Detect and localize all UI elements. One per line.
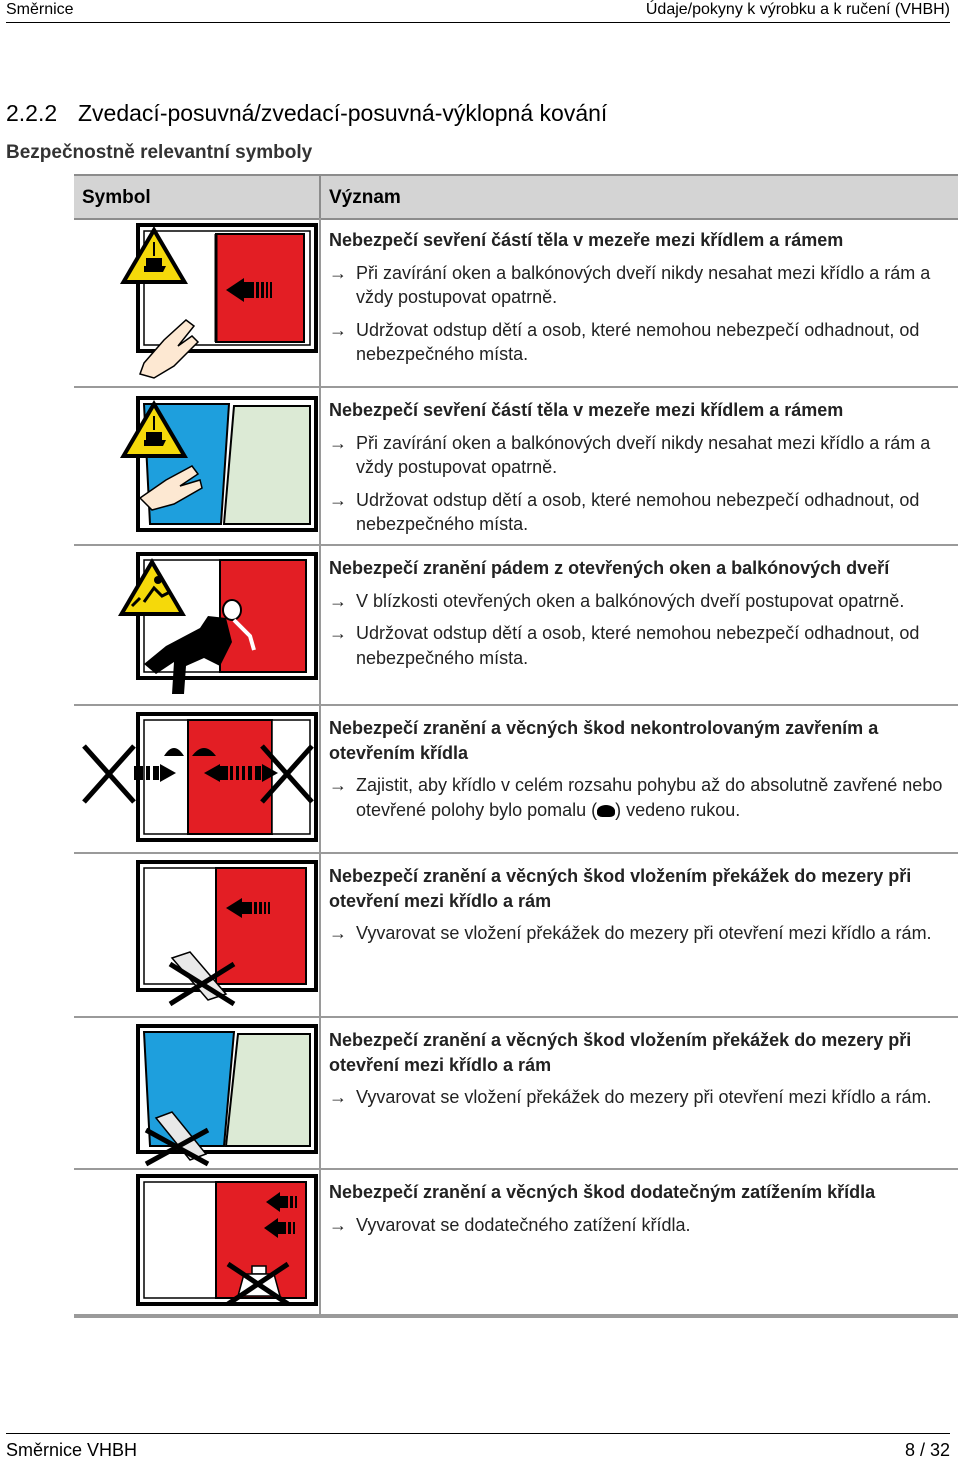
bullet: → Vyvarovat se vložení překážek do mezery při otevření mezi křídlo a rám. (329, 923, 932, 943)
bullet: → Vyvarovat se dodatečného zatížení křídla. (329, 1214, 691, 1235)
table-row (74, 218, 958, 388)
row-meaning (329, 1028, 951, 1110)
bullet: → V blízkosti otevřených oken a balkónových dveří postupovat opatrně. (329, 590, 905, 611)
bullet: → Vyvarovat se vložení překážek do mezery při otevření mezi křídlo a rám. (329, 1087, 932, 1107)
page-footer (6, 1433, 950, 1462)
row-meaning (329, 556, 951, 670)
additional-load-icon (74, 1170, 319, 1316)
col-meaning-header: Význam (329, 187, 401, 208)
table-row (74, 854, 958, 1018)
page-number: 8 / 32 (904, 1440, 950, 1460)
row-title: Nebezpečí zranění a věcných škod vložením překážek do mezery při otevření mezi křídlo a rám (329, 1030, 912, 1075)
pinch-hazard-slide-icon (74, 218, 319, 386)
section-subtitle: Bezpečnostně relevantní symboly (6, 142, 313, 163)
section-title: Zvedací-posuvná/zvedací-posuvná-výklopná kování (78, 100, 608, 126)
bullet: → Udržovat odstup dětí a osob, které nemohou nebezpečí odhadnout, od nebezpečného místa. (329, 489, 920, 534)
row-title: Nebezpečí zranění a věcných škod vložením překážek do mezery při otevření mezi křídlo a rám (329, 866, 912, 911)
row-meaning (329, 1180, 951, 1237)
symbols-table (74, 174, 958, 1235)
obstacle-tilt-icon (74, 1018, 319, 1168)
page-header (6, 0, 950, 23)
obstacle-slide-icon (74, 854, 319, 1016)
footer-left: Směrnice VHBH (6, 1440, 138, 1460)
row-title: Nebezpečí zranění a věcných škod nekontrolovaným zavřením a otevřením křídla (329, 718, 879, 763)
row-meaning (329, 716, 951, 822)
table-bottom-rule (74, 1314, 958, 1316)
table-row (74, 1170, 958, 1318)
row-title: Nebezpečí sevření částí těla v mezeře mezi křídlem a rámem (329, 400, 844, 420)
section-number: 2.2.2 (6, 100, 58, 126)
table-row (74, 1018, 958, 1170)
bullet: → Udržovat odstup dětí a osob, které nemohou nebezpečí odhadnout, od nebezpečného místa. (329, 623, 920, 668)
table-header (74, 174, 958, 220)
row-meaning (329, 398, 951, 537)
row-title: Nebezpečí zranění pádem z otevřených oken a balkónových dveří (329, 558, 890, 578)
row-meaning (329, 864, 951, 946)
col-symbol-header: Symbol (82, 187, 151, 208)
uncontrolled-closing-icon (74, 706, 319, 852)
table-row (74, 388, 958, 546)
row-title: Nebezpečí zranění a věcných škod dodatečným zatížením křídla (329, 1182, 876, 1202)
turtle-icon (597, 805, 615, 817)
section-heading (6, 100, 607, 127)
table-row (74, 546, 958, 706)
bullet: → Zajistit, aby křídlo v celém rozsahu pohybu až do absolutně zavřené nebo otevřené polohy bylo pomalu ( ) vedeno rukou. (329, 775, 943, 820)
pinch-hazard-tilt-icon (74, 388, 319, 544)
bullet: → Při zavírání oken a balkónových dveří nikdy nesahat mezi křídlo a rám a vždy postupovat opatrně. (329, 432, 931, 477)
row-meaning (329, 228, 951, 367)
header-right: Údaje/pokyny k výrobku a k ručení (VHBH) (645, 1, 950, 18)
table-row (74, 706, 958, 854)
bullet: → Při zavírání oken a balkónových dveří nikdy nesahat mezi křídlo a rám a vždy postupovat opatrně. (329, 262, 931, 307)
row-title: Nebezpečí sevření částí těla v mezeře mezi křídlem a rámem (329, 230, 844, 250)
fall-hazard-icon (74, 546, 319, 704)
header-left: Směrnice (6, 1, 74, 18)
bullet: → Udržovat odstup dětí a osob, které nemohou nebezpečí odhadnout, od nebezpečného místa. (329, 319, 920, 364)
